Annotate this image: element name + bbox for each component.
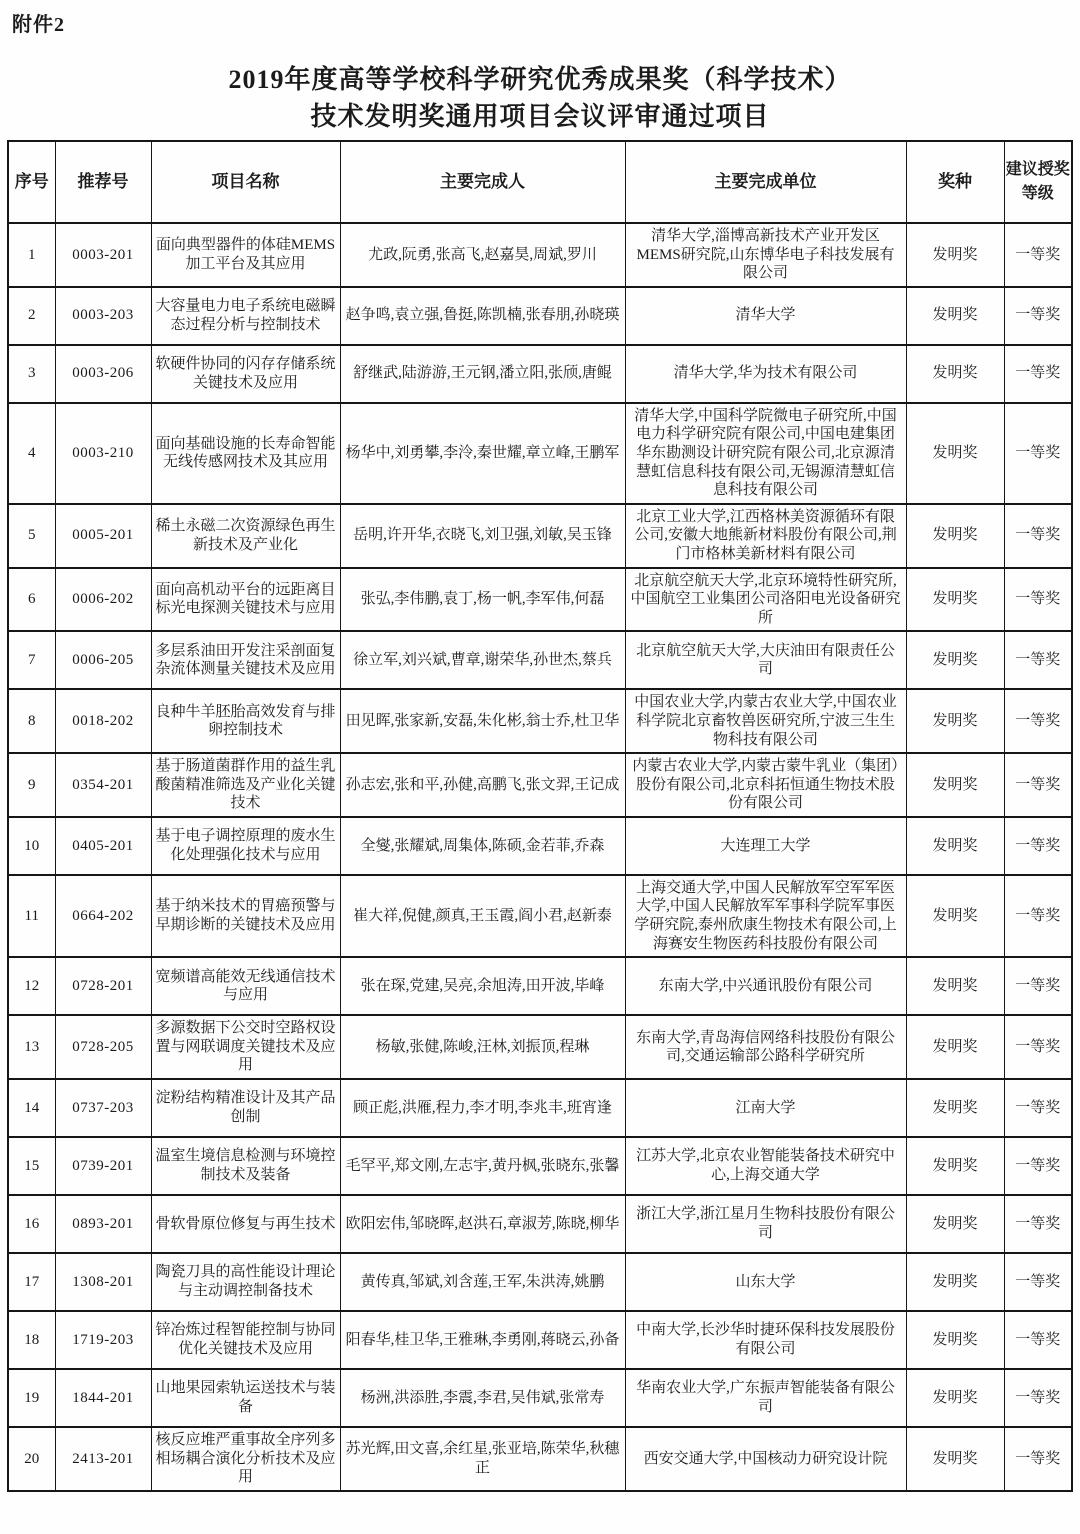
cell-main-organizations: 西安交通大学,中国核动力研究设计院: [625, 1427, 906, 1491]
cell-award-grade: 一等奖: [1004, 957, 1072, 1015]
cell-serial-number: 4: [8, 403, 55, 504]
cell-main-contributors: 杨敏,张健,陈峻,汪林,刘振顶,程琳: [340, 1015, 625, 1079]
cell-main-contributors: 田见晖,张家新,安磊,朱化彬,翁士乔,杜卫华: [340, 689, 625, 753]
cell-serial-number: 1: [8, 223, 55, 287]
cell-award-grade: 一等奖: [1004, 817, 1072, 875]
cell-main-organizations: 江苏大学,北京农业智能装备技术研究中心,上海交通大学: [625, 1137, 906, 1195]
cell-project-name: 大容量电力电子系统电磁瞬态过程分析与控制技术: [151, 287, 340, 345]
cell-serial-number: 10: [8, 817, 55, 875]
cell-award-type: 发明奖: [906, 1311, 1004, 1369]
cell-award-type: 发明奖: [906, 223, 1004, 287]
cell-main-contributors: 毛罕平,郑文刚,左志宇,黄丹枫,张晓东,张馨: [340, 1137, 625, 1195]
cell-main-organizations: 东南大学,中兴通讯股份有限公司: [625, 957, 906, 1015]
cell-serial-number: 3: [8, 345, 55, 403]
cell-recommendation-number: 0728-205: [55, 1015, 151, 1079]
cell-award-type: 发明奖: [906, 817, 1004, 875]
cell-award-type: 发明奖: [906, 1369, 1004, 1427]
cell-project-name: 淀粉结构精准设计及其产品创制: [151, 1079, 340, 1137]
cell-main-organizations: 北京工业大学,江西格林美资源循环有限公司,安徽大地熊新材料股份有限公司,荆门市格林美新材料有限公司: [625, 504, 906, 568]
cell-serial-number: 11: [8, 875, 55, 957]
cell-recommendation-number: 0006-205: [55, 631, 151, 689]
cell-award-type: 发明奖: [906, 753, 1004, 817]
cell-recommendation-number: 0737-203: [55, 1079, 151, 1137]
attachment-label: 附件2: [12, 14, 65, 36]
cell-project-name: 山地果园索轨运送技术与装备: [151, 1369, 340, 1427]
table-row: [8, 631, 1072, 689]
cell-recommendation-number: 0003-201: [55, 223, 151, 287]
cell-main-organizations: 清华大学,淄博高新技术产业开发区MEMS研究院,山东博华电子科技发展有限公司: [625, 223, 906, 287]
cell-award-type: 发明奖: [906, 1427, 1004, 1491]
table-row: [8, 287, 1072, 345]
cell-main-contributors: 杨洲,洪添胜,李震,李君,吴伟斌,张常寿: [340, 1369, 625, 1427]
cell-award-grade: 一等奖: [1004, 223, 1072, 287]
cell-recommendation-number: 0893-201: [55, 1195, 151, 1253]
table-row: [8, 1195, 1072, 1253]
cell-project-name: 面向高机动平台的远距离目标光电探测关键技术与应用: [151, 568, 340, 632]
cell-main-contributors: 张在琛,党建,吴亮,余旭涛,田开波,毕峰: [340, 957, 625, 1015]
table-row: [8, 403, 1072, 504]
cell-main-contributors: 尤政,阮勇,张高飞,赵嘉昊,周斌,罗川: [340, 223, 625, 287]
table-row: [8, 875, 1072, 957]
cell-project-name: 稀土永磁二次资源绿色再生新技术及产业化: [151, 504, 340, 568]
cell-recommendation-number: 0739-201: [55, 1137, 151, 1195]
cell-serial-number: 8: [8, 689, 55, 753]
cell-project-name: 温室生境信息检测与环境控制技术及装备: [151, 1137, 340, 1195]
cell-recommendation-number: 0003-210: [55, 403, 151, 504]
cell-main-contributors: 顾正彪,洪雁,程力,李才明,李兆丰,班宵逢: [340, 1079, 625, 1137]
cell-award-type: 发明奖: [906, 1195, 1004, 1253]
table-row: [8, 568, 1072, 632]
cell-serial-number: 9: [8, 753, 55, 817]
cell-project-name: 陶瓷刀具的高性能设计理论与主动调控制备技术: [151, 1253, 340, 1311]
cell-award-type: 发明奖: [906, 957, 1004, 1015]
cell-recommendation-number: 0405-201: [55, 817, 151, 875]
cell-main-contributors: 孙志宏,张和平,孙健,高鹏飞,张文羿,王记成: [340, 753, 625, 817]
cell-award-grade: 一等奖: [1004, 1137, 1072, 1195]
cell-main-organizations: 清华大学: [625, 287, 906, 345]
cell-main-contributors: 张弘,李伟鹏,袁丁,杨一帆,李军伟,何磊: [340, 568, 625, 632]
header-recommendation-number: 推荐号: [55, 141, 151, 223]
cell-project-name: 基于肠道菌群作用的益生乳酸菌精准筛选及产业化关键技术: [151, 753, 340, 817]
cell-award-type: 发明奖: [906, 1137, 1004, 1195]
cell-main-organizations: 清华大学,中国科学院微电子研究所,中国电力科学研究院有限公司,中国电建集团华东勘测设计研究院有限公司,北京源清慧虹信息科技有限公司,无锡源清慧虹信息科技有限公司: [625, 403, 906, 504]
cell-serial-number: 6: [8, 568, 55, 632]
cell-main-contributors: 岳明,许开华,衣晓飞,刘卫强,刘敏,吴玉锋: [340, 504, 625, 568]
cell-serial-number: 13: [8, 1015, 55, 1079]
cell-recommendation-number: 0354-201: [55, 753, 151, 817]
cell-project-name: 面向基础设施的长寿命智能无线传感网技术及其应用: [151, 403, 340, 504]
cell-serial-number: 14: [8, 1079, 55, 1137]
cell-project-name: 核反应堆严重事故全序列多相场耦合演化分析技术及应用: [151, 1427, 340, 1491]
cell-award-grade: 一等奖: [1004, 1253, 1072, 1311]
cell-recommendation-number: 2413-201: [55, 1427, 151, 1491]
cell-main-organizations: 中国农业大学,内蒙古农业大学,中国农业科学院北京畜牧兽医研究所,宁波三生生物科技有限公司: [625, 689, 906, 753]
cell-award-grade: 一等奖: [1004, 1369, 1072, 1427]
cell-project-name: 基于纳米技术的胃癌预警与早期诊断的关键技术及应用: [151, 875, 340, 957]
cell-recommendation-number: 0664-202: [55, 875, 151, 957]
cell-award-grade: 一等奖: [1004, 568, 1072, 632]
cell-main-organizations: 中南大学,长沙华时捷环保科技发展股份有限公司: [625, 1311, 906, 1369]
cell-award-grade: 一等奖: [1004, 689, 1072, 753]
cell-project-name: 宽频谱高能效无线通信技术与应用: [151, 957, 340, 1015]
cell-serial-number: 7: [8, 631, 55, 689]
cell-serial-number: 5: [8, 504, 55, 568]
cell-award-type: 发明奖: [906, 345, 1004, 403]
cell-main-organizations: 北京航空航天大学,北京环境特性研究所,中国航空工业集团公司洛阳电光设备研究所: [625, 568, 906, 632]
cell-award-grade: 一等奖: [1004, 1195, 1072, 1253]
cell-main-contributors: 欧阳宏伟,邹晓晖,赵洪石,章淑芳,陈晓,柳华: [340, 1195, 625, 1253]
cell-award-grade: 一等奖: [1004, 504, 1072, 568]
header-suggested-grade: 建议授奖等级: [1004, 141, 1072, 223]
cell-award-type: 发明奖: [906, 1079, 1004, 1137]
cell-main-organizations: 大连理工大学: [625, 817, 906, 875]
table-header-row: [8, 141, 1072, 223]
cell-award-grade: 一等奖: [1004, 1015, 1072, 1079]
cell-recommendation-number: 1308-201: [55, 1253, 151, 1311]
table-row: [8, 817, 1072, 875]
cell-award-grade: 一等奖: [1004, 403, 1072, 504]
header-serial-number: 序号: [8, 141, 55, 223]
cell-award-type: 发明奖: [906, 403, 1004, 504]
table-row: [8, 1253, 1072, 1311]
cell-recommendation-number: 0006-202: [55, 568, 151, 632]
cell-main-organizations: 江南大学: [625, 1079, 906, 1137]
cell-main-organizations: 华南农业大学,广东振声智能装备有限公司: [625, 1369, 906, 1427]
cell-award-grade: 一等奖: [1004, 631, 1072, 689]
cell-main-organizations: 北京航空航天大学,大庆油田有限责任公司: [625, 631, 906, 689]
table-row: [8, 1015, 1072, 1079]
cell-award-type: 发明奖: [906, 689, 1004, 753]
cell-recommendation-number: 1719-203: [55, 1311, 151, 1369]
cell-main-organizations: 内蒙古农业大学,内蒙古蒙牛乳业（集团）股份有限公司,北京科拓恒通生物技术股份有限公司: [625, 753, 906, 817]
cell-project-name: 骨软骨原位修复与再生技术: [151, 1195, 340, 1253]
cell-recommendation-number: 0003-206: [55, 345, 151, 403]
cell-main-contributors: 阳春华,桂卫华,王雅琳,李勇刚,蒋晓云,孙备: [340, 1311, 625, 1369]
cell-main-organizations: 上海交通大学,中国人民解放军空军军医大学,中国人民解放军军事科学院军事医学研究院,泰州欣康生物技术有限公司,上海赛安生物医药科技股份有限公司: [625, 875, 906, 957]
table-row: [8, 689, 1072, 753]
cell-serial-number: 16: [8, 1195, 55, 1253]
cell-award-grade: 一等奖: [1004, 1311, 1072, 1369]
table-row: [8, 753, 1072, 817]
table-row: [8, 1427, 1072, 1491]
cell-main-organizations: 东南大学,青岛海信网络科技股份有限公司,交通运输部公路科学研究所: [625, 1015, 906, 1079]
cell-main-contributors: 舒继武,陆游游,王元钢,潘立阳,张颀,唐鲲: [340, 345, 625, 403]
cell-award-grade: 一等奖: [1004, 875, 1072, 957]
cell-serial-number: 2: [8, 287, 55, 345]
cell-award-type: 发明奖: [906, 1015, 1004, 1079]
cell-serial-number: 15: [8, 1137, 55, 1195]
title-line-1: 2019年度高等学校科学研究优秀成果奖（科学技术）: [228, 65, 852, 94]
table-row: [8, 1079, 1072, 1137]
table-row: [8, 1137, 1072, 1195]
cell-award-type: 发明奖: [906, 287, 1004, 345]
cell-serial-number: 18: [8, 1311, 55, 1369]
cell-main-organizations: 浙江大学,浙江星月生物科技股份有限公司: [625, 1195, 906, 1253]
header-main-contributors: 主要完成人: [340, 141, 625, 223]
table-row: [8, 1369, 1072, 1427]
cell-award-grade: 一等奖: [1004, 287, 1072, 345]
cell-award-type: 发明奖: [906, 504, 1004, 568]
cell-recommendation-number: 0018-202: [55, 689, 151, 753]
cell-award-grade: 一等奖: [1004, 1079, 1072, 1137]
cell-award-grade: 一等奖: [1004, 345, 1072, 403]
cell-award-type: 发明奖: [906, 1253, 1004, 1311]
cell-project-name: 良种牛羊胚胎高效发育与排卵控制技术: [151, 689, 340, 753]
cell-project-name: 多层系油田开发注采剖面复杂流体测量关键技术及应用: [151, 631, 340, 689]
cell-main-organizations: 山东大学: [625, 1253, 906, 1311]
cell-award-type: 发明奖: [906, 631, 1004, 689]
cell-award-grade: 一等奖: [1004, 753, 1072, 817]
cell-project-name: 锌冶炼过程智能控制与协同优化关键技术及应用: [151, 1311, 340, 1369]
cell-serial-number: 20: [8, 1427, 55, 1491]
cell-award-type: 发明奖: [906, 875, 1004, 957]
awarded-projects-table: [7, 140, 1073, 1492]
cell-main-contributors: 苏光辉,田文喜,余红星,张亚培,陈荣华,秋穗正: [340, 1427, 625, 1491]
title-line-2: 技术发明奖通用项目会议评审通过项目: [310, 102, 770, 131]
cell-award-grade: 一等奖: [1004, 1427, 1072, 1491]
cell-serial-number: 19: [8, 1369, 55, 1427]
cell-recommendation-number: 1844-201: [55, 1369, 151, 1427]
cell-main-contributors: 全燮,张耀斌,周集体,陈硕,金若菲,乔森: [340, 817, 625, 875]
cell-main-contributors: 杨华中,刘勇攀,李泠,秦世耀,章立峰,王鹏军: [340, 403, 625, 504]
cell-main-organizations: 清华大学,华为技术有限公司: [625, 345, 906, 403]
page-title: [0, 61, 1080, 135]
header-main-organizations: 主要完成单位: [625, 141, 906, 223]
cell-recommendation-number: 0005-201: [55, 504, 151, 568]
cell-award-type: 发明奖: [906, 568, 1004, 632]
cell-project-name: 面向典型器件的体硅MEMS加工平台及其应用: [151, 223, 340, 287]
table-row: [8, 1311, 1072, 1369]
cell-main-contributors: 徐立军,刘兴斌,曹章,谢荣华,孙世杰,蔡兵: [340, 631, 625, 689]
header-project-name: 项目名称: [151, 141, 340, 223]
cell-main-contributors: 崔大祥,倪健,颜真,王玉霞,阎小君,赵新泰: [340, 875, 625, 957]
table-row: [8, 957, 1072, 1015]
cell-recommendation-number: 0728-201: [55, 957, 151, 1015]
cell-project-name: 多源数据下公交时空路权设置与网联调度关键技术及应用: [151, 1015, 340, 1079]
header-award-type: 奖种: [906, 141, 1004, 223]
cell-serial-number: 17: [8, 1253, 55, 1311]
cell-project-name: 基于电子调控原理的废水生化处理强化技术与应用: [151, 817, 340, 875]
cell-project-name: 软硬件协同的闪存存储系统关键技术及应用: [151, 345, 340, 403]
cell-serial-number: 12: [8, 957, 55, 1015]
table-row: [8, 223, 1072, 287]
table-row: [8, 504, 1072, 568]
cell-main-contributors: 赵争鸣,袁立强,鲁挺,陈凯楠,张春朋,孙晓瑛: [340, 287, 625, 345]
cell-recommendation-number: 0003-203: [55, 287, 151, 345]
table-row: [8, 345, 1072, 403]
cell-main-contributors: 黄传真,邹斌,刘含莲,王军,朱洪涛,姚鹏: [340, 1253, 625, 1311]
